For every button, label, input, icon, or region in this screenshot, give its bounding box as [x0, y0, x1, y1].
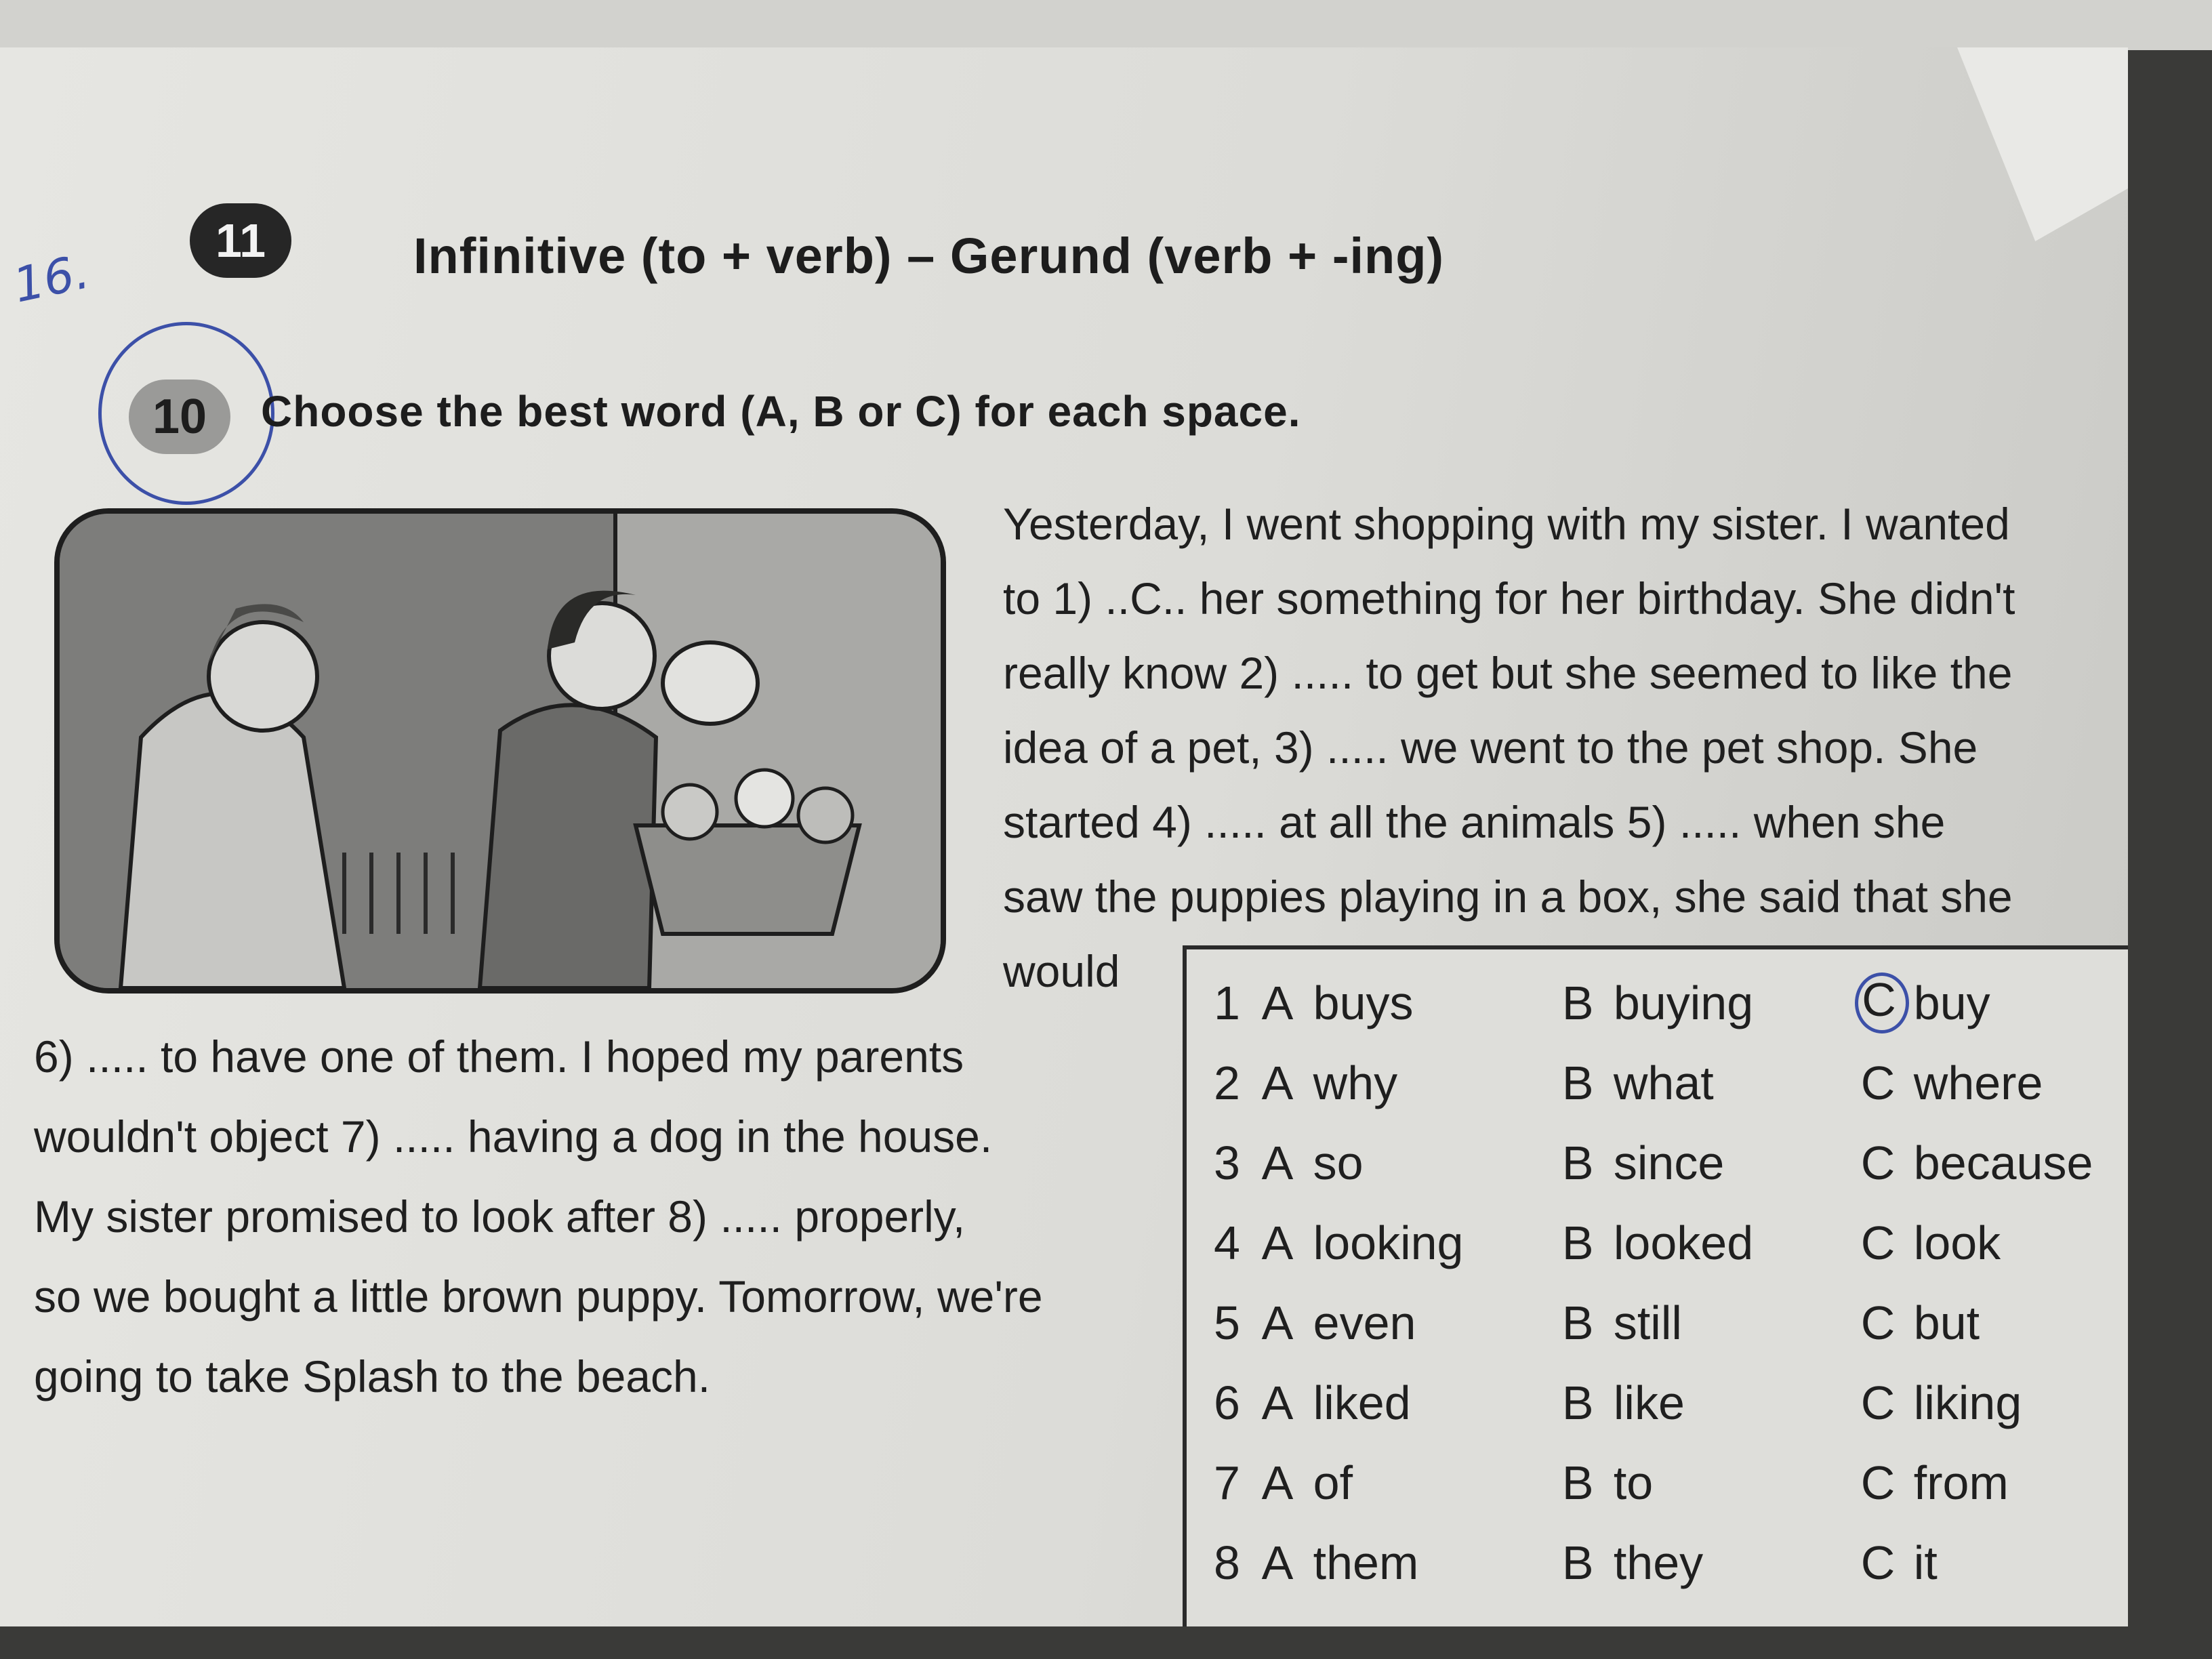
option-letter-a: A	[1261, 1216, 1294, 1269]
option-letter-c: C	[1860, 1296, 1896, 1349]
option-row	[1214, 1043, 2128, 1123]
option-letter-c: C	[1860, 1536, 1896, 1589]
handwritten-page-note: 16.	[8, 243, 94, 314]
option-row	[1214, 1523, 2128, 1603]
option-a: liked	[1313, 1376, 1411, 1429]
option-c: where	[1913, 1057, 2043, 1109]
option-letter-c: C	[1860, 1456, 1896, 1509]
option-letter-b: B	[1561, 1296, 1594, 1349]
option-letter-b: B	[1561, 1376, 1594, 1429]
option-b: they	[1613, 1536, 1704, 1589]
option-c: but	[1913, 1296, 1980, 1349]
option-letter-b: B	[1561, 1456, 1594, 1509]
option-c: because	[1913, 1136, 2093, 1189]
option-b: like	[1613, 1376, 1685, 1429]
option-b: what	[1613, 1057, 1714, 1109]
option-letter-c: C	[1860, 1216, 1896, 1269]
option-number: 4	[1214, 1216, 1240, 1269]
story-line: started 4) ..... at all the animals 5) ..... when she	[1003, 797, 1946, 847]
puppy-drawing	[663, 642, 758, 724]
story-line: Yesterday, I went shopping with my sister. I wanted	[1003, 499, 2010, 549]
option-number: 1	[1214, 977, 1240, 1029]
option-a: buys	[1313, 977, 1414, 1029]
story-line: saw the puppies playing in a box, she said that she	[1003, 872, 2013, 922]
option-a: them	[1313, 1536, 1419, 1589]
option-letter-c: C	[1860, 1136, 1896, 1189]
option-c: liking	[1913, 1376, 2022, 1429]
option-letter-a: A	[1261, 1296, 1294, 1349]
option-b: looked	[1613, 1216, 1754, 1269]
story-line: My sister promised to look after 8) ..... properly,	[34, 1191, 966, 1242]
option-letter-a: A	[1261, 1456, 1294, 1509]
options-table	[1214, 963, 2128, 1603]
story-text-right	[1003, 487, 2015, 1008]
option-row	[1214, 1283, 2128, 1363]
exercise-instruction: Choose the best word (A, B or C) for each space.	[261, 387, 1301, 436]
option-number: 2	[1214, 1057, 1240, 1109]
story-line: really know 2) ..... to get but she seemed to like the	[1003, 648, 2013, 698]
story-line: 6) ..... to have one of them. I hoped my parents	[34, 1031, 964, 1082]
option-b: since	[1613, 1136, 1725, 1189]
unit-number-badge: 11	[190, 203, 291, 278]
exercise-number-badge: 10	[129, 380, 230, 454]
shopping-illustration	[54, 508, 946, 994]
story-line: wouldn't object 7) ..... having a dog in the house.	[34, 1111, 993, 1162]
story-line: would	[1003, 946, 1120, 996]
option-number: 5	[1214, 1296, 1240, 1349]
story-line: to 1) ..C.. her something for her birthday. She didn't	[1003, 573, 2015, 623]
option-row	[1214, 1363, 2128, 1443]
option-row	[1214, 1443, 2128, 1523]
option-a: why	[1313, 1057, 1398, 1109]
option-c: look	[1913, 1216, 2001, 1269]
option-letter-b: B	[1561, 1216, 1594, 1269]
option-a: looking	[1313, 1216, 1464, 1269]
option-letter-b: B	[1561, 1136, 1594, 1189]
option-letter-a: A	[1261, 1376, 1294, 1429]
option-a: even	[1313, 1296, 1416, 1349]
option-row	[1214, 1123, 2128, 1203]
option-letter-c: C	[1860, 1376, 1896, 1429]
option-letter-text: C	[1862, 972, 1896, 1026]
story-text-left	[34, 1017, 1043, 1416]
option-b: still	[1613, 1296, 1682, 1349]
story-line: going to take Splash to the beach.	[34, 1351, 711, 1401]
underlying-paper-corner	[1884, 47, 2128, 400]
option-c: buy	[1913, 977, 1990, 1029]
option-letter-b: B	[1561, 1536, 1594, 1589]
option-row	[1214, 1203, 2128, 1283]
story-line: so we bought a little brown puppy. Tomorrow, we're	[34, 1271, 1043, 1322]
handwritten-circle-mark	[98, 322, 274, 505]
unit-title: Infinitive (to + verb) – Gerund (verb + -ing)	[413, 228, 1445, 284]
pet-shop-drawing	[60, 514, 941, 988]
option-letter-a: A	[1261, 977, 1294, 1029]
option-row	[1214, 963, 2128, 1043]
option-letter-c: C	[1860, 1057, 1896, 1109]
option-letter-b: B	[1561, 977, 1594, 1029]
option-a: so	[1313, 1136, 1364, 1189]
background-page	[0, 0, 2212, 50]
sister-figure	[480, 705, 656, 988]
option-letter-b: B	[1561, 1057, 1594, 1109]
option-letter-a: A	[1261, 1057, 1294, 1109]
option-a: of	[1313, 1456, 1353, 1509]
option-number: 6	[1214, 1376, 1240, 1429]
option-letter-a: A	[1261, 1536, 1294, 1589]
option-c: from	[1913, 1456, 2009, 1509]
option-b: to	[1613, 1456, 1654, 1509]
option-number: 3	[1214, 1136, 1240, 1189]
option-letter-c	[1854, 963, 1902, 1043]
option-letter-a: A	[1261, 1136, 1294, 1189]
option-b: buying	[1613, 977, 1754, 1029]
worksheet-page	[0, 47, 2128, 1626]
option-number: 8	[1214, 1536, 1240, 1589]
option-c: it	[1913, 1536, 1938, 1589]
story-line: idea of a pet, 3) ..... we went to the pet shop. She	[1003, 722, 1978, 773]
option-number: 7	[1214, 1456, 1240, 1509]
answer-options-box	[1183, 945, 2128, 1626]
